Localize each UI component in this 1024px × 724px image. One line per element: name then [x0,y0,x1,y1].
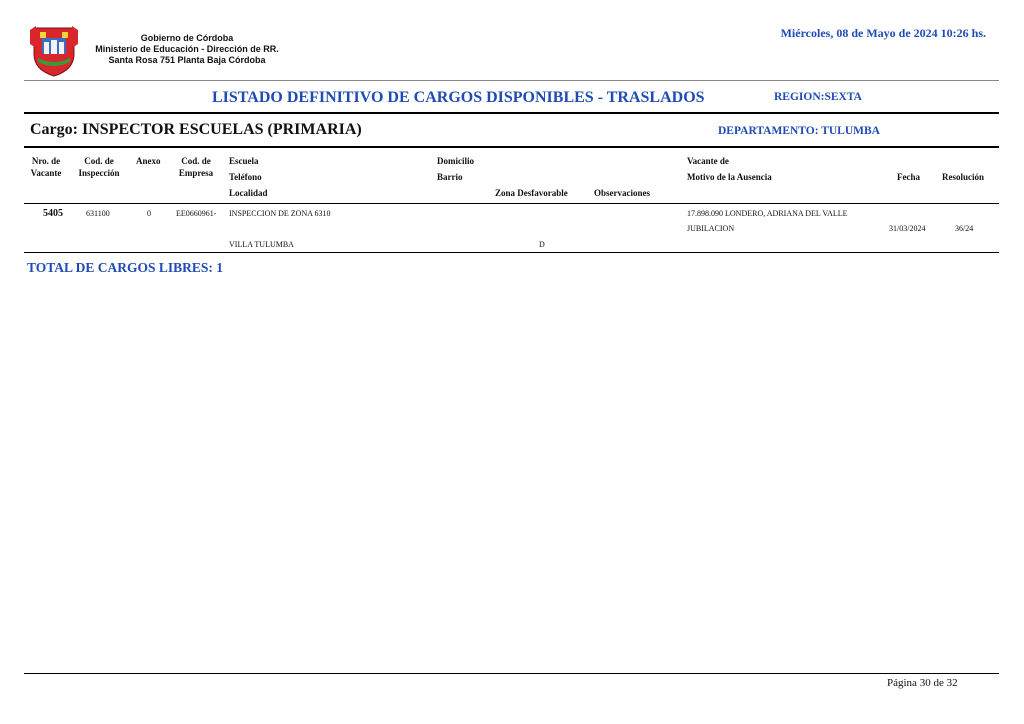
row-escuela: INSPECCION DE ZONA 6310 [229,209,331,218]
org-name: Gobierno de Córdoba [140,33,234,43]
col-anexo: Anexo [136,156,161,166]
header-divider [24,80,999,81]
cargo-title: Cargo: INSPECTOR ESCUELAS (PRIMARIA) [30,121,362,138]
row-localidad: VILLA TULUMBA [229,240,294,249]
col-nro-vacante [26,155,66,179]
row-zona: D [539,240,545,249]
header-row-divider [24,203,999,204]
row-divider [24,252,999,253]
row-cod-empresa: EE0660961- [176,209,217,218]
col-nro-vacante-line1: Nro. de [31,156,61,166]
row-cod-inspeccion: 631100 [86,209,110,218]
title-divider [24,112,999,114]
col-motivo-ausencia: Motivo de la Ausencia [687,172,772,182]
departamento-label: DEPARTAMENTO: TULUMBA [718,125,880,137]
row-resolucion: 36/24 [955,224,974,233]
col-observaciones: Observaciones [594,188,650,198]
col-cod-inspeccion-line2: Inspección [78,168,120,178]
col-resolucion: Resolución [942,172,985,182]
region-label: REGION:SEXTA [774,91,862,103]
col-cod-inspeccion-line1: Cod. de [84,156,114,166]
col-localidad: Localidad [229,188,268,198]
col-telefono: Teléfono [229,172,262,182]
col-cod-empresa [174,155,218,179]
report-title: LISTADO DEFINITIVO DE CARGOS DISPONIBLES - TRASLADOS [212,89,705,106]
row-fecha: 31/03/2024 [889,224,926,233]
col-cod-empresa-line1: Cod. de [181,156,211,166]
col-escuela: Escuela [229,156,259,166]
row-vacante-de: 17.898.090 LONDERO, ADRIANA DEL VALLE [687,209,848,218]
col-nro-vacante-line2: Vacante [30,168,62,178]
page-number: Página 30 de 32 [887,677,958,689]
col-domicilio: Domicilio [437,156,474,166]
org-address: Santa Rosa 751 Planta Baja Córdoba [108,55,266,65]
col-cod-empresa-line2: Empresa [178,168,214,178]
cordoba-coat-of-arms-icon [28,24,80,78]
col-zona-desfavorable: Zona Desfavorable [495,188,568,198]
col-fecha: Fecha [897,172,920,182]
col-barrio: Barrio [437,172,463,182]
row-nro-vacante: 5405 [43,208,63,219]
row-motivo: JUBILACION [687,224,735,233]
footer-divider [24,673,999,674]
col-vacante-de: Vacante de [687,156,729,166]
col-cod-inspeccion [74,155,124,179]
total-cargos-libres: TOTAL DE CARGOS LIBRES: 1 [27,260,224,275]
report-date: Miércoles, 08 de Mayo de 2024 10:26 hs. [780,26,986,40]
row-anexo: 0 [147,209,151,218]
cargo-divider [24,146,999,148]
org-ministry: Ministerio de Educación - Dirección de RR. [95,44,279,54]
